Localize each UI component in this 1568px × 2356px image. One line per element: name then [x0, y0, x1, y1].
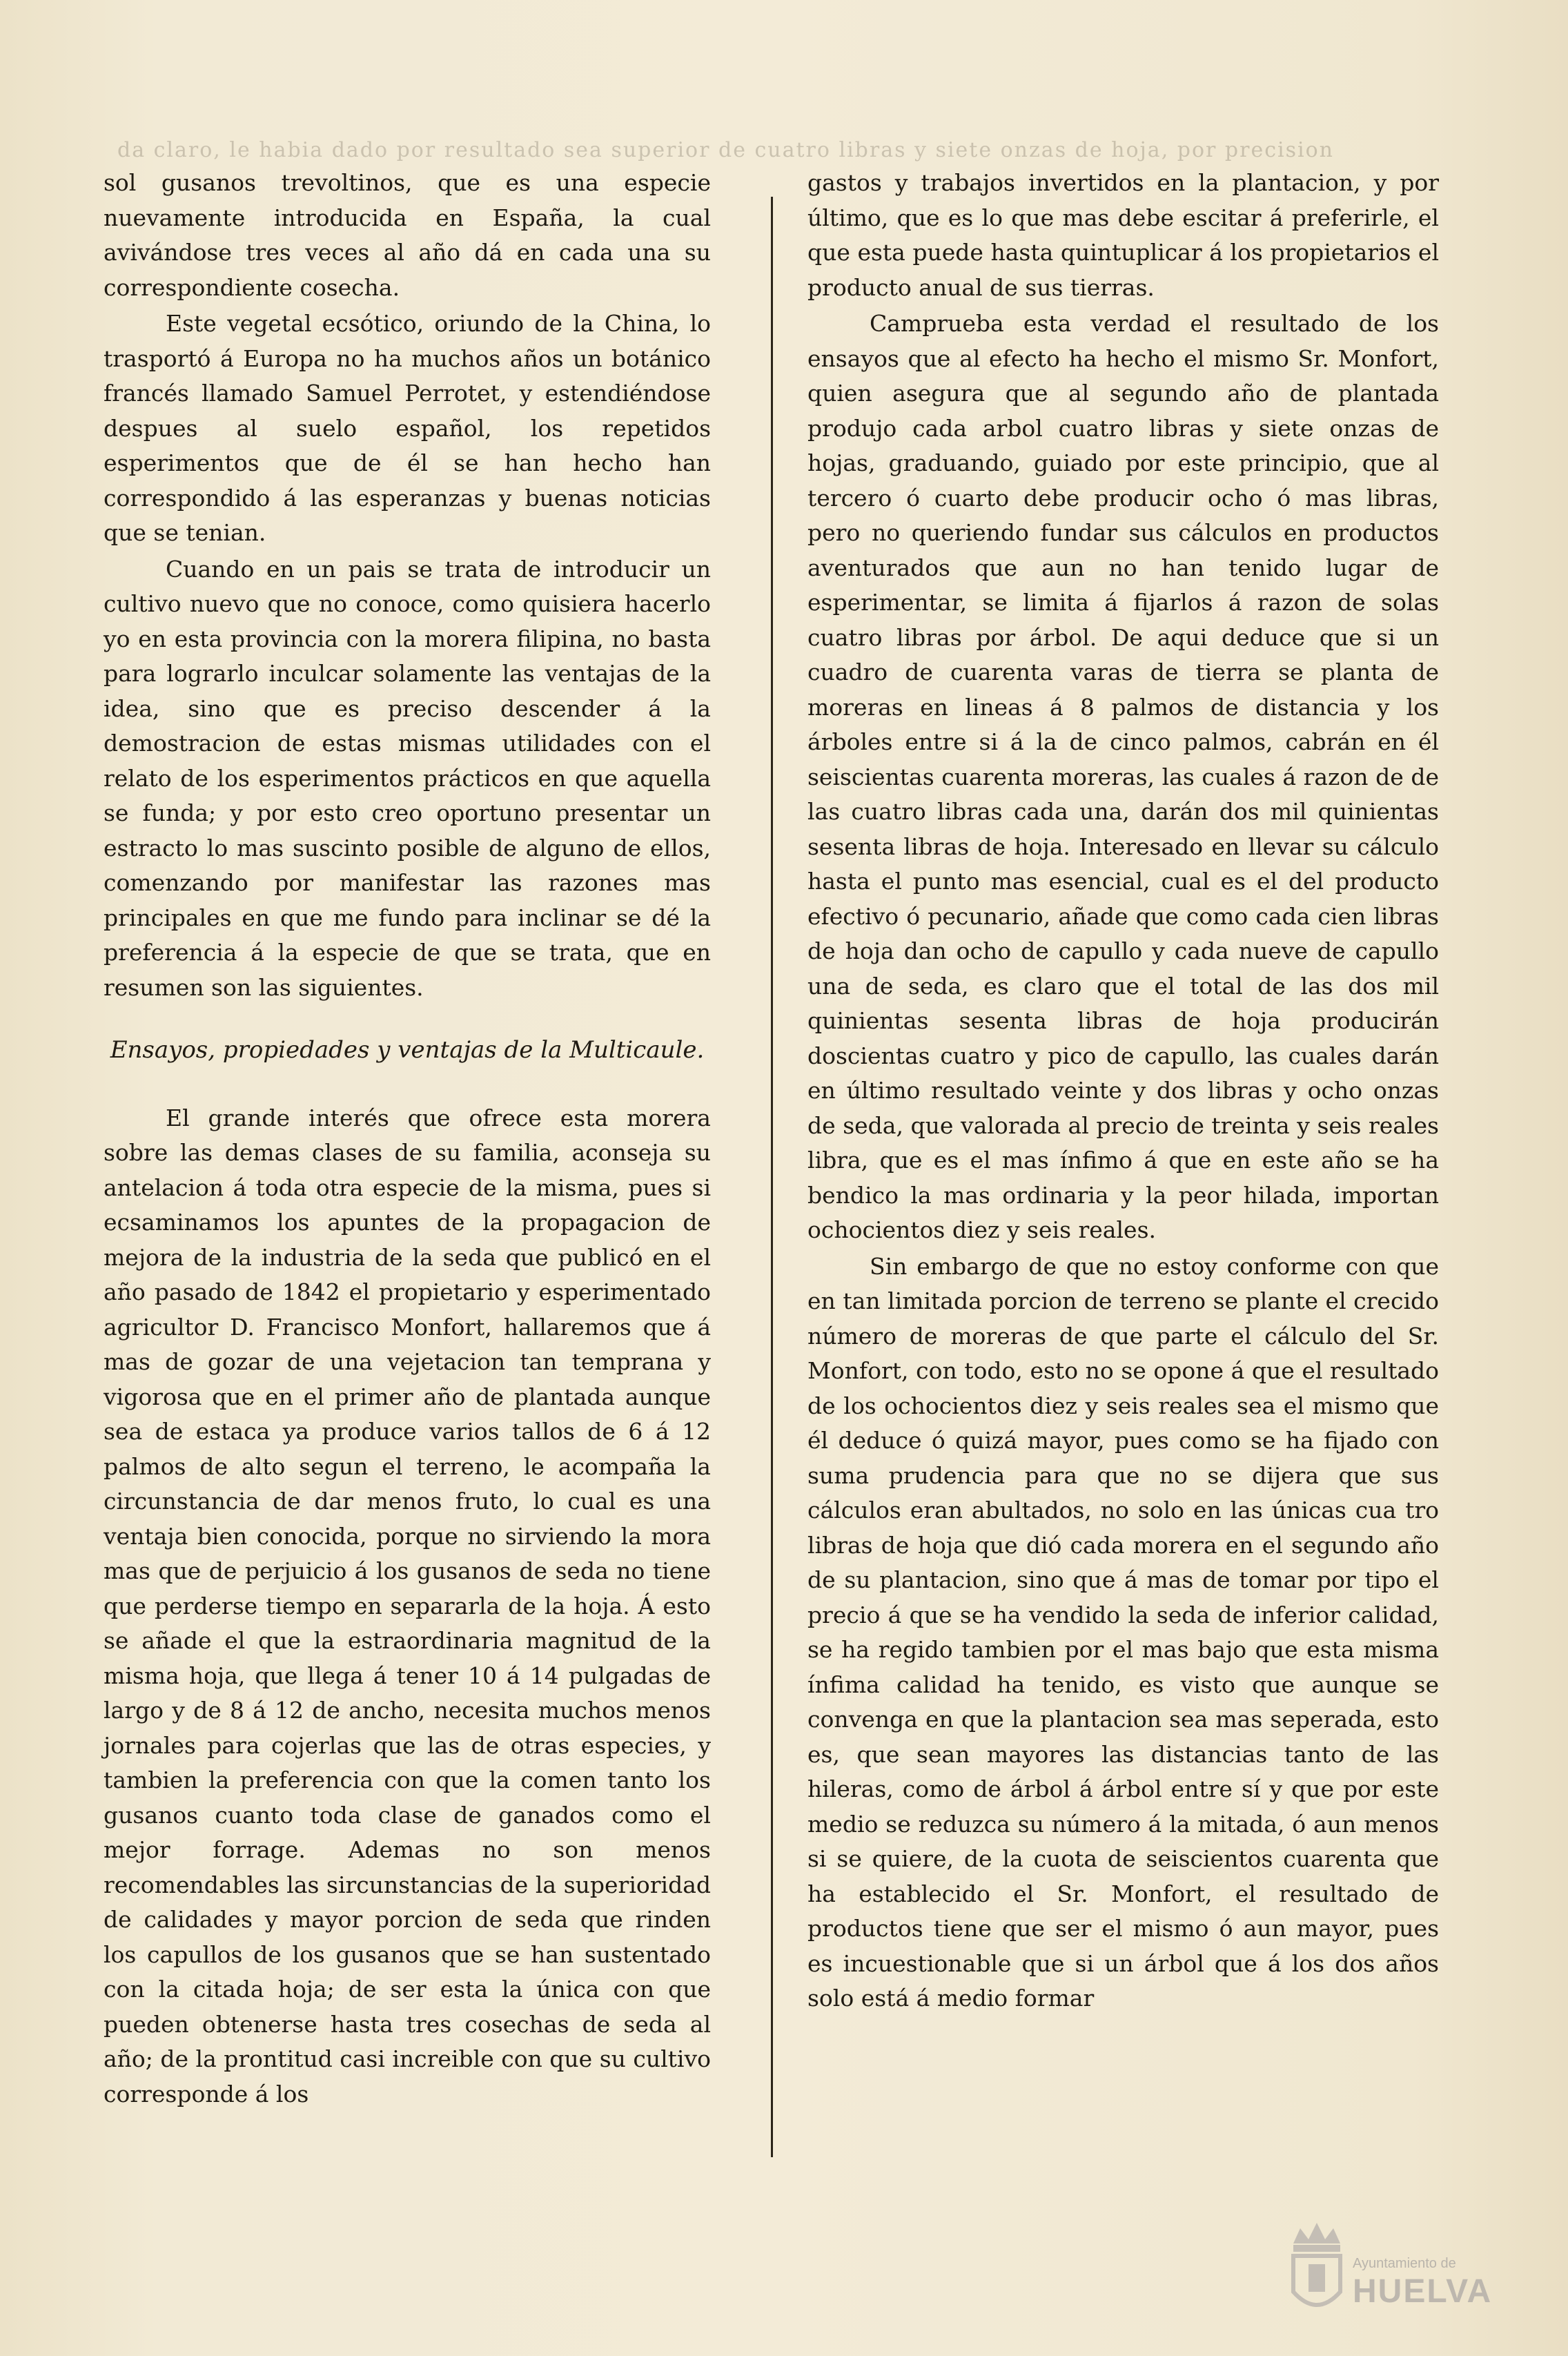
watermark-big-text: HUELVA	[1353, 2273, 1493, 2310]
right-column	[807, 166, 1439, 2016]
bleed-through-text: da claro, le habia dado por resultado sea superior de cuatro libras y siete onzas de hoja, por precision	[117, 138, 1334, 162]
watermark-logo	[1284, 2216, 1511, 2319]
paragraph: Campruebа esta verdad el resultado de los ensayos que al efecto ha hecho el mismo Sr. Monfort, quien asegura que al segundo año de plantada produjo cada arbol cuatro libras y siete onzas de hojas, graduando, guiado por este principio, que al tercero ó cuarto debe producir ocho ó mas libras, pero no queriendo fundar sus cálculos en productos aventurados que aun no han tenido lugar de esperimentar, se limita á fijarlos á razon de solas cuatro libras por árbol. De aqui deduce que si un cuadro de cuarenta varas de tierra se planta de moreras en lineas á 8 palmos de distancia y los árboles entre si á la de cinco palmos, cabrán en él seiscientas cuarenta moreras, las cuales á razon de de las cuatro libras cada una, darán dos mil quinientas sesenta libras de hoja. Interesado en llevar su cálculo hasta el punto mas esencial, cual es el del producto efectivo ó pecunario, añade que como cada cien libras de hoja dan ocho de capullo y cada nueve de capullo una de seda, es claro que el total de las dos mil quinientas sesenta libras de hoja producirán doscientas cuatro y pico de capullo, las cuales darán en último resultado veinte y dos libras y ocho onzas de seda, que valorada al precio de treinta y seis reales libra, que es el mas ínfimo á que en este año se ha bendico la mas ordinaria y la peor hilada, importan ochocientos diez y seis reales.	[807, 310, 1439, 1243]
watermark-small-text: Ayuntamiento de	[1353, 2256, 1456, 2271]
paragraph: Sin embargo de que no estoy conforme con que en tan limitada porcion de terreno se plante el crecido número de moreras de que parte el cálculo del Sr. Monfort, con todo, esto no se opone á que el resultado de los ochocientos diez y seis reales sea el mismo que él deduce ó quizá mayor, pues como se ha fijado con suma prudencia para que no se dijera que sus cálculos eran abultados, no solo en las únicas cua tro libras de hoja que dió cada morera en el segundo año de su plantacion, sino que á mas de tomar por tipo el precio á que se ha vendido la seda de inferior calidad, se ha regido tambien por el mas bajo que esta misma ínfima calidad ha tenido, es visto que aunque se convenga en que la plantacion sea mas seperada, esto es, que sean mayores las distancias tanto de las hileras, como de árbol á árbol entre sí y que por este medio se reduzca su número á la mitada, ó aun menos si se quiere, de la cuota de seiscientos cuarenta que ha establecido el Sr. Monfort, el resultado de productos tiene que ser el mismo ó aun mayor, pues es incuestionable que si un árbol que á los dos años solo está á medio formar	[807, 1252, 1439, 2012]
crown-shield-icon	[1284, 2216, 1350, 2319]
paragraph: El grande interés que ofrece esta morera sobre las demas clases de su familia, aconseja su antelacion á toda otra especie de la misma, pues si ecsaminamos los apuntes de la propagacion de mejora de la industria de la seda que publicó en el año pasado de 1842 el propietario y esperimentado agricultor D. Francisco Monfort, hallaremos que á mas de gozar de una vejetacion tan temprana y vigorosa que en el primer año de plantada aunque sea de estaca ya produce varios tallos de 6 á 12 palmos de alto segun el terreno, le acompaña la circunstancia de dar menos fruto, lo cual es una ventaja bien conocida, porque no sirviendo la mora mas que de perjuicio á los gusanos de seda no tiene que perderse tiempo en separarla de la hoja. Á esto se añade el que la estraordinaria magnitud de la misma hoja, que llega á tener 10 á 14 pulgadas de largo y de 8 á 12 de ancho, necesita muchos menos jornales para cojerlas que las de otras especies, y tambien la preferencia con que la comen tanto los gusanos cuanto toda clase de ganados como el mejor forrage. Ademas no son menos recomendables las sircunstancias de la superioridad de calidades y mayor porcion de seda que rinden los capullos de los gusanos que se han sustentado con la citada hoja; de ser esta la única con que pueden obtenerse hasta tres cosechas de seda al año; de la prontitud casi increible con que su cultivo corresponde á los	[104, 1104, 711, 2107]
paragraph: Este vegetal ecsótico, oriundo de la China, lo trasportó á Europa no ha muchos años un botánico francés llamado Samuel Perrotet, y estendiéndose despues al suelo español, los repetidos esperimentos que de él se han hecho han correspondido á las esperanzas y buenas noticias que se tenian.	[104, 310, 711, 546]
column-divider	[771, 197, 773, 2157]
section-title: Ensayos, propiedades y ventajas de la Multicaule.	[110, 1036, 705, 1064]
left-column	[104, 166, 711, 2112]
paragraph: gastos y trabajos invertidos en la plantacion, y por último, que es lo que mas debe escitar á preferirle, el que esta puede hasta quintuplicar á los propietarios el producto anual de sus tierras.	[807, 169, 1439, 301]
paragraph: sol gusanos trevoltinos, que es una especie nuevamente introducida en España, la cual avivándose tres veces al año dá en cada una su correspondiente cosecha.	[104, 169, 711, 301]
paragraph: Cuando en un pais se trata de introducir un cultivo nuevo que no conoce, como quisiera hacerlo yo en esta provincia con la morera filipina, no basta para lograrlo inculcar solamente las ventajas de la idea, sino que es preciso descender á la demostracion de estas mismas utilidades con el relato de los esperimentos prácticos en que aquella se funda; y por esto creo oportuno presentar un estracto lo mas suscinto posible de alguno de ellos, comenzando por manifestar las razones mas principales en que me fundo para inclinar se dé la preferencia á la especie de que se trata, que en resumen son las siguientes.	[104, 555, 711, 1001]
